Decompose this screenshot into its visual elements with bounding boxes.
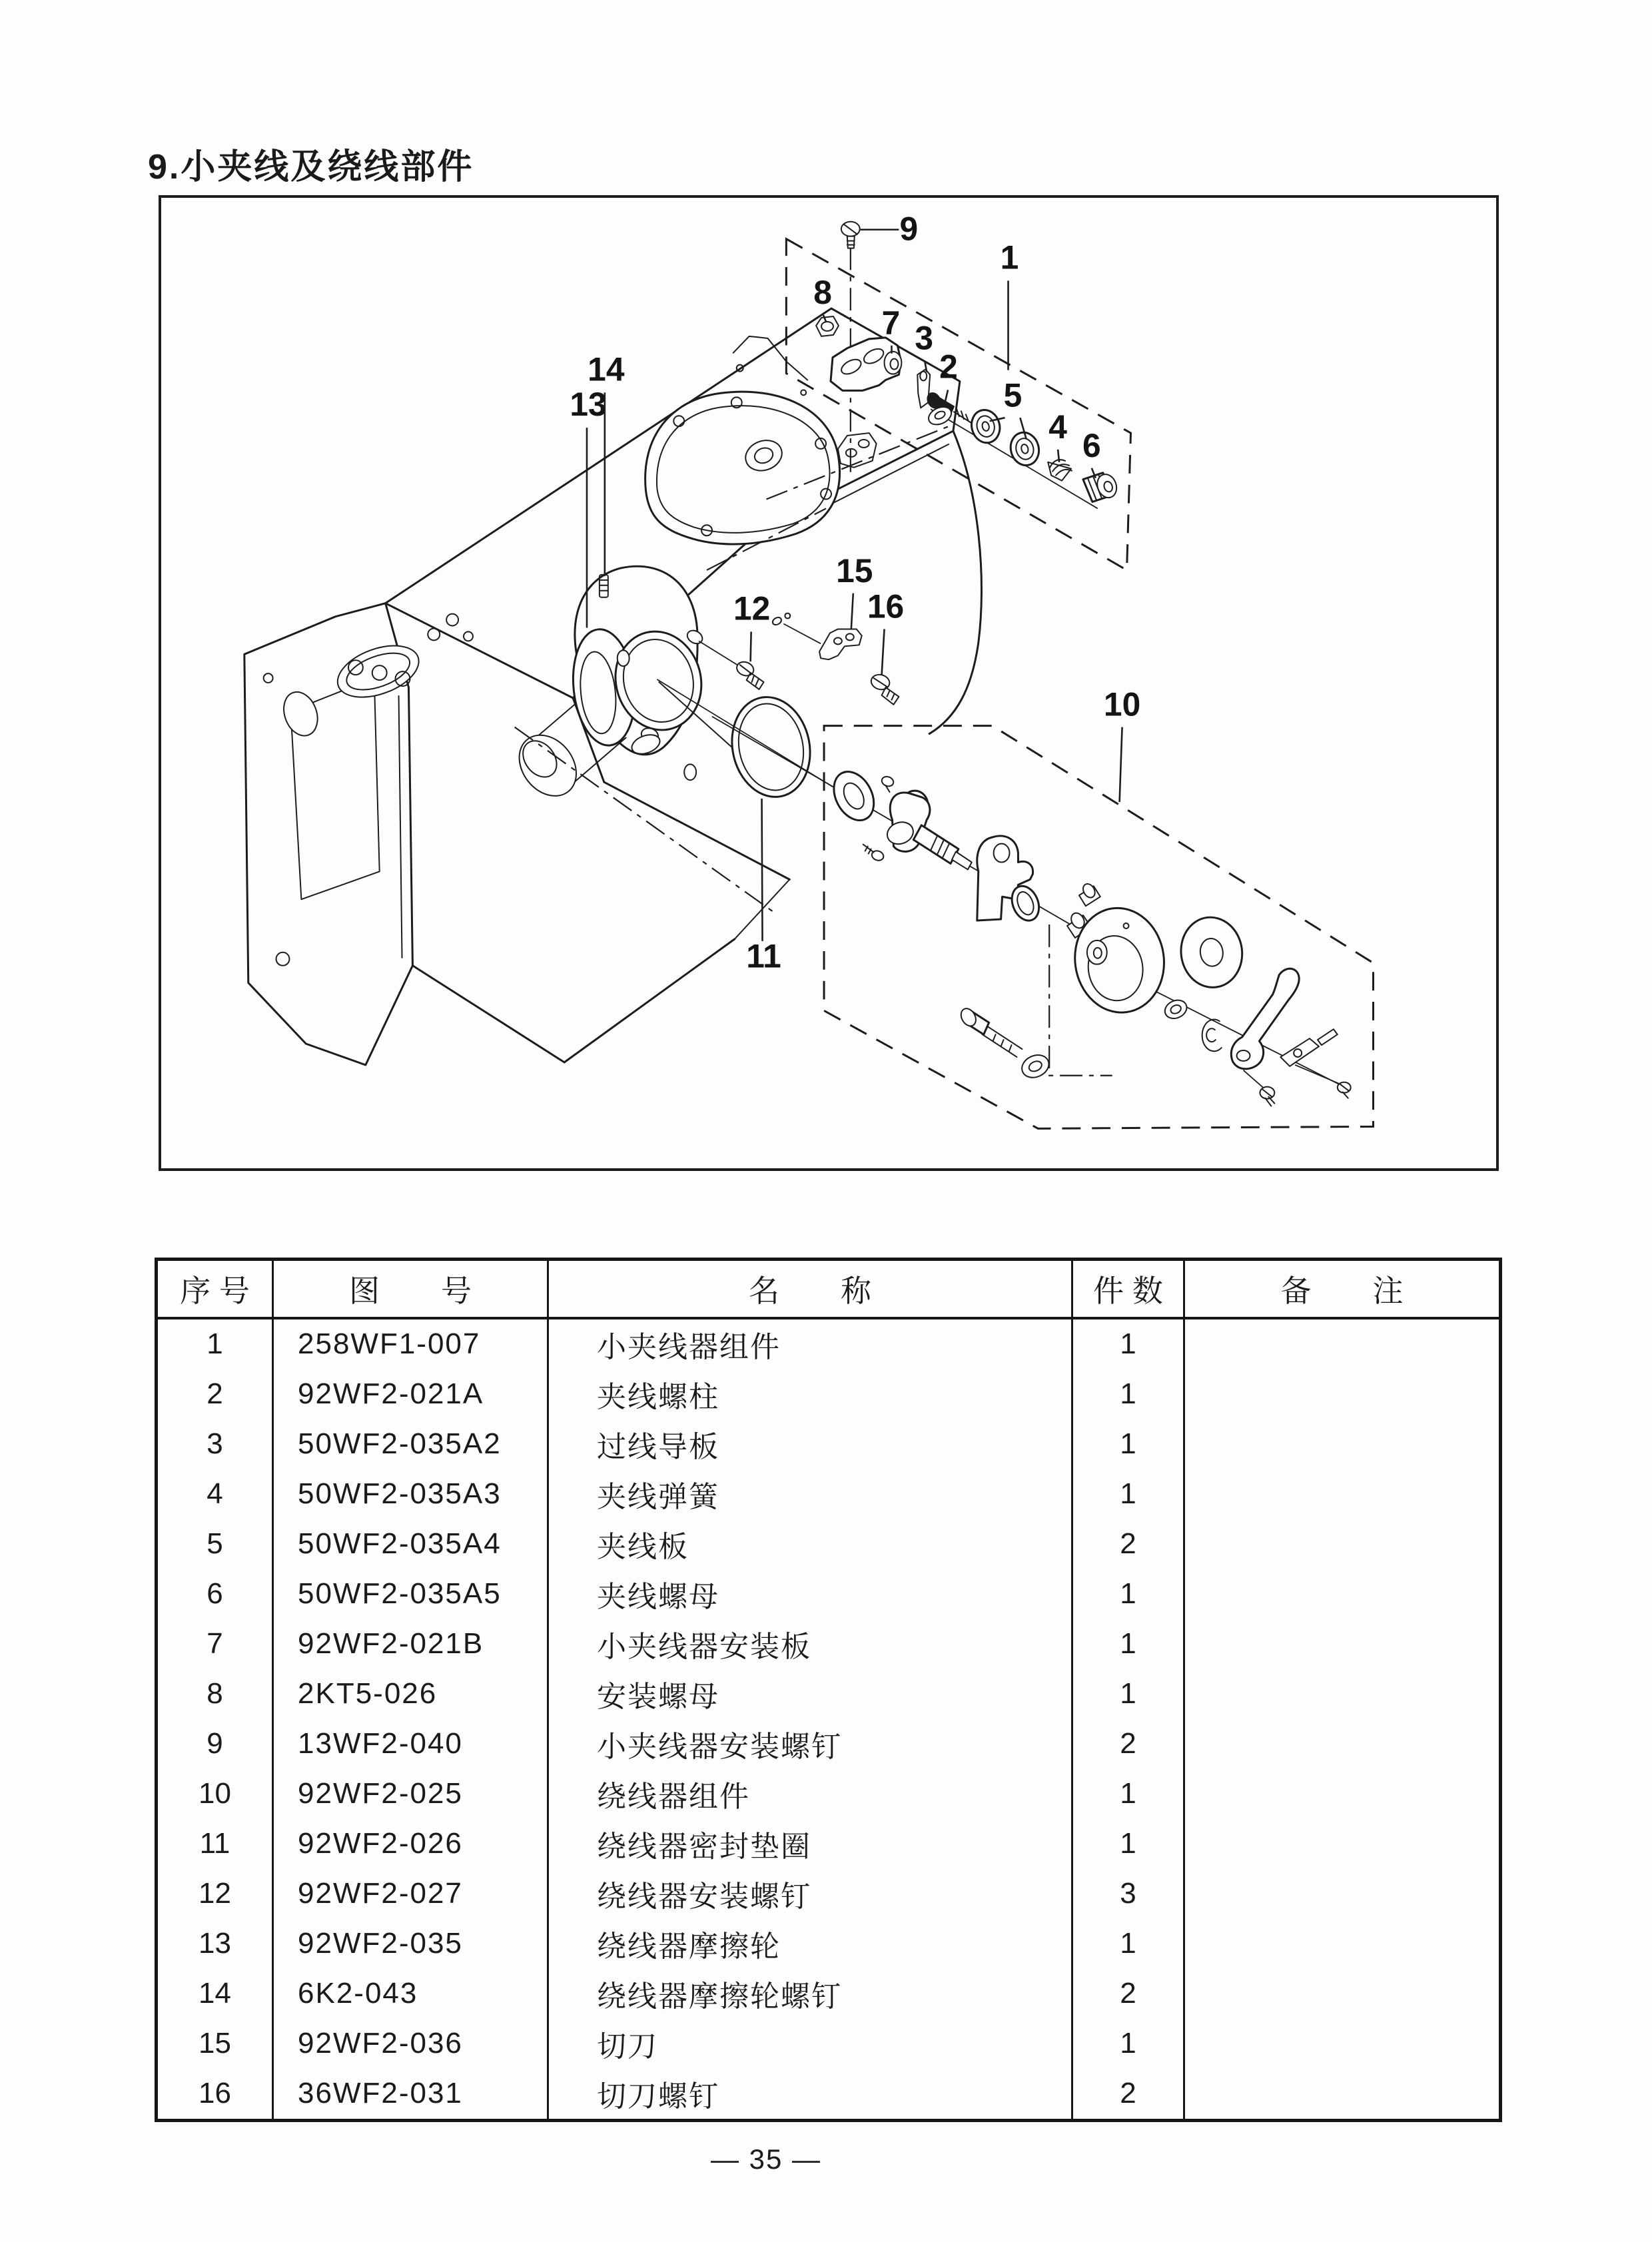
cell-qty: 1 <box>1072 1669 1184 1719</box>
cell-name: 绕线器密封垫圈 <box>548 1819 1072 1869</box>
cell-no: 16 <box>157 2069 273 2121</box>
cell-qty: 1 <box>1072 1769 1184 1819</box>
cell-qty: 1 <box>1072 1919 1184 1969</box>
cell-qty: 1 <box>1072 1369 1184 1419</box>
table-row <box>157 1318 1501 1369</box>
table-row <box>157 1469 1501 1519</box>
table-row <box>157 1719 1501 1769</box>
cell-name: 绕线器摩擦轮螺钉 <box>548 1969 1072 2019</box>
callout-7: 7 <box>881 304 901 342</box>
part-winder-pulley <box>1067 882 1170 1018</box>
header-name: 名 称 <box>548 1260 1072 1318</box>
table-row <box>157 1919 1501 1969</box>
cell-note <box>1184 1469 1501 1519</box>
callout-15: 15 <box>836 552 873 589</box>
cell-code: 6K2-043 <box>273 1969 548 2019</box>
cell-code: 50WF2-035A2 <box>273 1419 548 1469</box>
page-title: 9.小夹线及绕线部件 <box>148 148 474 187</box>
diagram-svg <box>161 198 1496 1168</box>
callout-3: 3 <box>915 319 934 357</box>
callout-1: 1 <box>1000 238 1019 276</box>
cell-note <box>1184 1719 1501 1769</box>
cell-note <box>1184 1769 1501 1819</box>
cell-no: 2 <box>157 1369 273 1419</box>
callout-12: 12 <box>733 589 771 627</box>
cell-qty: 1 <box>1072 2019 1184 2069</box>
cell-note <box>1184 1569 1501 1619</box>
callout-14: 14 <box>588 350 625 388</box>
cell-code: 92WF2-026 <box>273 1819 548 1869</box>
cell-no: 9 <box>157 1719 273 1769</box>
cell-qty: 2 <box>1072 1719 1184 1769</box>
part-screw-9 <box>841 222 860 248</box>
cell-qty: 2 <box>1072 1969 1184 2019</box>
cell-name: 夹线板 <box>548 1519 1072 1569</box>
cell-name: 夹线螺母 <box>548 1569 1072 1619</box>
cell-no: 1 <box>157 1318 273 1369</box>
cell-note <box>1184 1318 1501 1369</box>
callout-9: 9 <box>899 210 919 248</box>
cell-no: 4 <box>157 1469 273 1519</box>
cell-note <box>1184 1519 1501 1569</box>
callout-leader-2 <box>945 390 948 401</box>
header-remarks: 备 注 <box>1184 1260 1501 1318</box>
table-row <box>157 1619 1501 1669</box>
cell-no: 14 <box>157 1969 273 2019</box>
part-knurled-nut-6 <box>1083 472 1120 502</box>
cell-qty: 2 <box>1072 2069 1184 2121</box>
part-shoulder-screw <box>958 1006 1052 1082</box>
cell-qty: 1 <box>1072 1569 1184 1619</box>
cell-note <box>1184 2019 1501 2069</box>
callout-leader-16 <box>882 629 885 675</box>
part-latch-lever <box>1231 968 1299 1106</box>
assembly-1-boundary <box>786 239 1130 570</box>
callout-4: 4 <box>1048 408 1067 446</box>
seal-gasket-ring <box>723 690 819 805</box>
cell-name: 夹线螺柱 <box>548 1369 1072 1419</box>
cell-no: 10 <box>157 1769 273 1819</box>
cell-name: 小夹线器安装螺钉 <box>548 1719 1072 1769</box>
cell-qty: 1 <box>1072 1419 1184 1469</box>
cell-no: 12 <box>157 1869 273 1919</box>
cell-name: 夹线弹簧 <box>548 1469 1072 1519</box>
cell-code: 50WF2-035A5 <box>273 1569 548 1619</box>
cell-no: 15 <box>157 2019 273 2069</box>
cell-no: 3 <box>157 1419 273 1469</box>
cell-no: 11 <box>157 1819 273 1869</box>
part-knife-15 <box>819 629 862 659</box>
part-finger-plate <box>1280 1029 1350 1098</box>
cell-note <box>1184 1669 1501 1719</box>
knife-shim-bits <box>771 613 790 627</box>
callout-leader-10 <box>1120 727 1122 802</box>
cell-no: 13 <box>157 1919 273 1969</box>
cell-code: 92WF2-021A <box>273 1369 548 1419</box>
cell-name: 小夹线器组件 <box>548 1318 1072 1369</box>
table-row <box>157 1669 1501 1719</box>
table-row <box>157 1869 1501 1919</box>
callout-10: 10 <box>1103 685 1141 723</box>
callout-5: 5 <box>1003 376 1023 414</box>
header-qty: 件 数 <box>1072 1260 1184 1318</box>
part-oval-washer <box>826 765 882 827</box>
table-row <box>157 1419 1501 1469</box>
cell-note <box>1184 2069 1501 2121</box>
cell-code: 50WF2-035A4 <box>273 1519 548 1569</box>
cell-qty: 1 <box>1072 1469 1184 1519</box>
cell-note <box>1184 1419 1501 1469</box>
cell-name: 绕线器安装螺钉 <box>548 1869 1072 1919</box>
table-row <box>157 1369 1501 1419</box>
exploded-view-figure <box>159 195 1499 1171</box>
cell-note <box>1184 1369 1501 1419</box>
part-tension-discs-5 <box>968 407 1042 469</box>
cell-qty: 1 <box>1072 1619 1184 1669</box>
part-nut-8 <box>816 316 839 336</box>
cell-name: 切刀螺钉 <box>548 2069 1072 2121</box>
callout-6: 6 <box>1082 426 1101 464</box>
cell-code: 92WF2-021B <box>273 1619 548 1669</box>
page-number: — 35 — <box>710 2143 822 2175</box>
cell-note <box>1184 1919 1501 1969</box>
table-row <box>157 2019 1501 2069</box>
part-e-clip <box>1202 1020 1222 1052</box>
part-screw-16 <box>869 673 899 705</box>
cell-code: 92WF2-027 <box>273 1869 548 1919</box>
parts-table-body <box>157 1318 1501 2121</box>
cell-code: 92WF2-025 <box>273 1769 548 1819</box>
cell-no: 5 <box>157 1519 273 1569</box>
part-lever-screw <box>1260 1087 1274 1106</box>
cell-note <box>1184 1619 1501 1669</box>
table-row <box>157 1519 1501 1569</box>
cell-code: 92WF2-036 <box>273 2019 548 2069</box>
cell-no: 6 <box>157 1569 273 1619</box>
cell-qty: 1 <box>1072 1318 1184 1369</box>
cell-code: 36WF2-031 <box>273 2069 548 2121</box>
cell-qty: 2 <box>1072 1519 1184 1569</box>
part-big-washer <box>1176 913 1246 991</box>
machine-body <box>244 308 982 1065</box>
callout-2: 2 <box>939 348 958 386</box>
cell-note <box>1184 1869 1501 1919</box>
cell-name: 过线导板 <box>548 1419 1072 1469</box>
table-row <box>157 2069 1501 2121</box>
cell-note <box>1184 1819 1501 1869</box>
parts-table-section <box>155 1258 1499 2122</box>
cell-name: 小夹线器安装板 <box>548 1619 1072 1669</box>
cell-name: 安装螺母 <box>548 1669 1072 1719</box>
callout-11: 11 <box>746 937 781 975</box>
cell-code: 2KT5-026 <box>273 1669 548 1719</box>
callout-13: 13 <box>570 386 607 424</box>
cell-name: 切刀 <box>548 2019 1072 2069</box>
cell-no: 8 <box>157 1669 273 1719</box>
cell-code: 92WF2-035 <box>273 1919 548 1969</box>
parts-table <box>155 1258 1502 2122</box>
cell-code: 258WF1-007 <box>273 1318 548 1369</box>
table-row <box>157 1969 1501 2019</box>
part-set-screw <box>863 845 885 863</box>
cell-code: 13WF2-040 <box>273 1719 548 1769</box>
table-row <box>157 1569 1501 1619</box>
callout-leader-11 <box>762 799 763 941</box>
header-serial: 序 号 <box>157 1260 273 1318</box>
cell-name: 绕线器摩擦轮 <box>548 1919 1072 1969</box>
table-row <box>157 1819 1501 1869</box>
cell-qty: 3 <box>1072 1869 1184 1919</box>
part-winder-spindle <box>863 791 972 869</box>
cell-qty: 1 <box>1072 1819 1184 1869</box>
callout-8: 8 <box>813 274 832 312</box>
callout-16: 16 <box>867 587 905 625</box>
part-finger-screw <box>1338 1082 1351 1098</box>
callout-leader-15 <box>851 593 853 629</box>
table-row <box>157 1769 1501 1819</box>
table-header-row <box>157 1260 1501 1318</box>
part-spring-4 <box>1048 460 1072 480</box>
cell-name: 绕线器组件 <box>548 1769 1072 1819</box>
top-cover-plate <box>645 392 840 544</box>
cell-note <box>1184 1969 1501 2019</box>
cell-no: 7 <box>157 1619 273 1669</box>
header-drawing-no: 图 号 <box>273 1260 548 1318</box>
part-tiny-screw <box>881 775 895 793</box>
part-screw-12 <box>735 659 763 689</box>
part-small-washer <box>1162 997 1189 1022</box>
cell-code: 50WF2-035A3 <box>273 1469 548 1519</box>
